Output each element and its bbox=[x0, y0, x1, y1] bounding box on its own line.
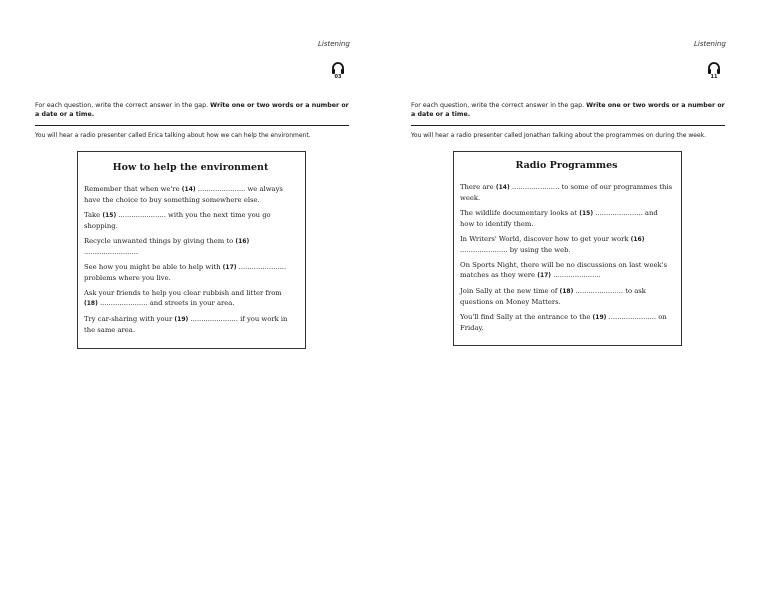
gap-fill-item bbox=[84, 288, 297, 309]
answer-gap: ...................... problems where you live. bbox=[84, 263, 287, 282]
gap-fill-item bbox=[84, 262, 297, 283]
section-header: Listening bbox=[694, 40, 726, 48]
section-header: Listening bbox=[318, 40, 350, 48]
question-number: (16) bbox=[630, 236, 645, 243]
notes-title: How to help the environment bbox=[112, 162, 269, 173]
answer-gap: ...................... on Friday. bbox=[460, 313, 667, 332]
item-text: Remember that when we're bbox=[84, 185, 182, 193]
instruction bbox=[411, 101, 731, 119]
answer-gap: ...................... and how to identify them. bbox=[460, 209, 658, 228]
question-number: (15) bbox=[579, 210, 594, 217]
item-text: There are bbox=[460, 183, 496, 191]
item-text: Try car-sharing with your bbox=[84, 315, 175, 323]
headphones-icon bbox=[707, 62, 721, 74]
answer-gap: ...................... to some of our programmes this week. bbox=[460, 183, 673, 202]
task-intro: You will hear a radio presenter called Jonathan talking about the programmes on during the week. bbox=[411, 132, 707, 139]
gap-fill-item bbox=[84, 236, 297, 257]
answer-gap: ...................... we always have the choice to buy something somewhere else. bbox=[84, 185, 283, 204]
question-number: (16) bbox=[235, 238, 250, 245]
headphones-icon bbox=[331, 62, 345, 74]
gap-fill-item bbox=[460, 208, 673, 229]
gap-fill-item bbox=[460, 286, 673, 307]
gap-fill-item bbox=[460, 312, 673, 333]
instruction-emphasis: Write one or two words or a number or a date or a time. bbox=[411, 102, 725, 118]
notes-title: Radio Programmes bbox=[515, 160, 618, 171]
answer-gap: ...................... with you the next time you go shopping. bbox=[84, 211, 271, 230]
answer-gap: ...................... and streets in your area. bbox=[97, 299, 235, 307]
gap-fill-item bbox=[460, 260, 673, 281]
question-number: (19) bbox=[592, 314, 607, 321]
answer-gap: ...................... bbox=[551, 271, 601, 279]
item-text: The wildlife documentary looks at bbox=[460, 209, 580, 217]
audio-track bbox=[704, 62, 724, 80]
item-text: Recycle unwanted things by giving them to bbox=[84, 237, 236, 245]
item-text: You'll find Sally at the entrance to the bbox=[460, 313, 593, 321]
divider bbox=[35, 125, 349, 126]
question-number: (15) bbox=[102, 212, 117, 219]
question-number: (14) bbox=[181, 186, 196, 193]
item-text: Join Sally at the new time of bbox=[460, 287, 560, 295]
question-number: (17) bbox=[537, 272, 552, 279]
task-intro: You will hear a radio presenter called Erica talking about how we can help the environment. bbox=[35, 132, 311, 139]
question-number: (19) bbox=[174, 316, 189, 323]
gap-fill-item bbox=[84, 184, 297, 205]
gap-fill-item bbox=[460, 234, 673, 255]
question-number: (18) bbox=[559, 288, 574, 295]
divider bbox=[411, 125, 725, 126]
right-page bbox=[384, 0, 768, 594]
question-number: (14) bbox=[495, 184, 510, 191]
instruction bbox=[35, 101, 355, 119]
item-text: Take bbox=[84, 211, 103, 219]
item-text: In Writers' World, discover how to get your work bbox=[460, 235, 631, 243]
question-number: (18) bbox=[84, 300, 98, 307]
item-text: Ask your friends to help you clear rubbish and litter from bbox=[84, 289, 282, 297]
answer-gap: ......................... bbox=[84, 248, 139, 256]
question-number: (17) bbox=[222, 264, 237, 271]
instruction-emphasis: Write one or two words or a number or a date or a time. bbox=[35, 102, 349, 118]
answer-gap: ...................... to ask questions on Money Matters. bbox=[460, 287, 646, 306]
item-text: On Sports Night, there will be no discussions on last week's matches as they were bbox=[460, 261, 668, 279]
gap-fill-item bbox=[460, 182, 673, 203]
instruction-text: For each question, write the correct answer in the gap. bbox=[35, 102, 211, 109]
item-text: See how you might be able to help with bbox=[84, 263, 223, 271]
notes-box bbox=[77, 151, 306, 349]
answer-gap: ...................... by using the web. bbox=[460, 246, 571, 254]
instruction-text: For each question, write the correct answer in the gap. bbox=[411, 102, 587, 109]
track-number: 11 bbox=[710, 74, 718, 80]
track-number: 03 bbox=[334, 74, 342, 80]
answer-gap: ...................... if you work in the same area. bbox=[84, 315, 288, 334]
audio-track bbox=[328, 62, 348, 80]
notes-box bbox=[453, 151, 682, 346]
gap-fill-item bbox=[84, 314, 297, 335]
gap-fill-item bbox=[84, 210, 297, 231]
